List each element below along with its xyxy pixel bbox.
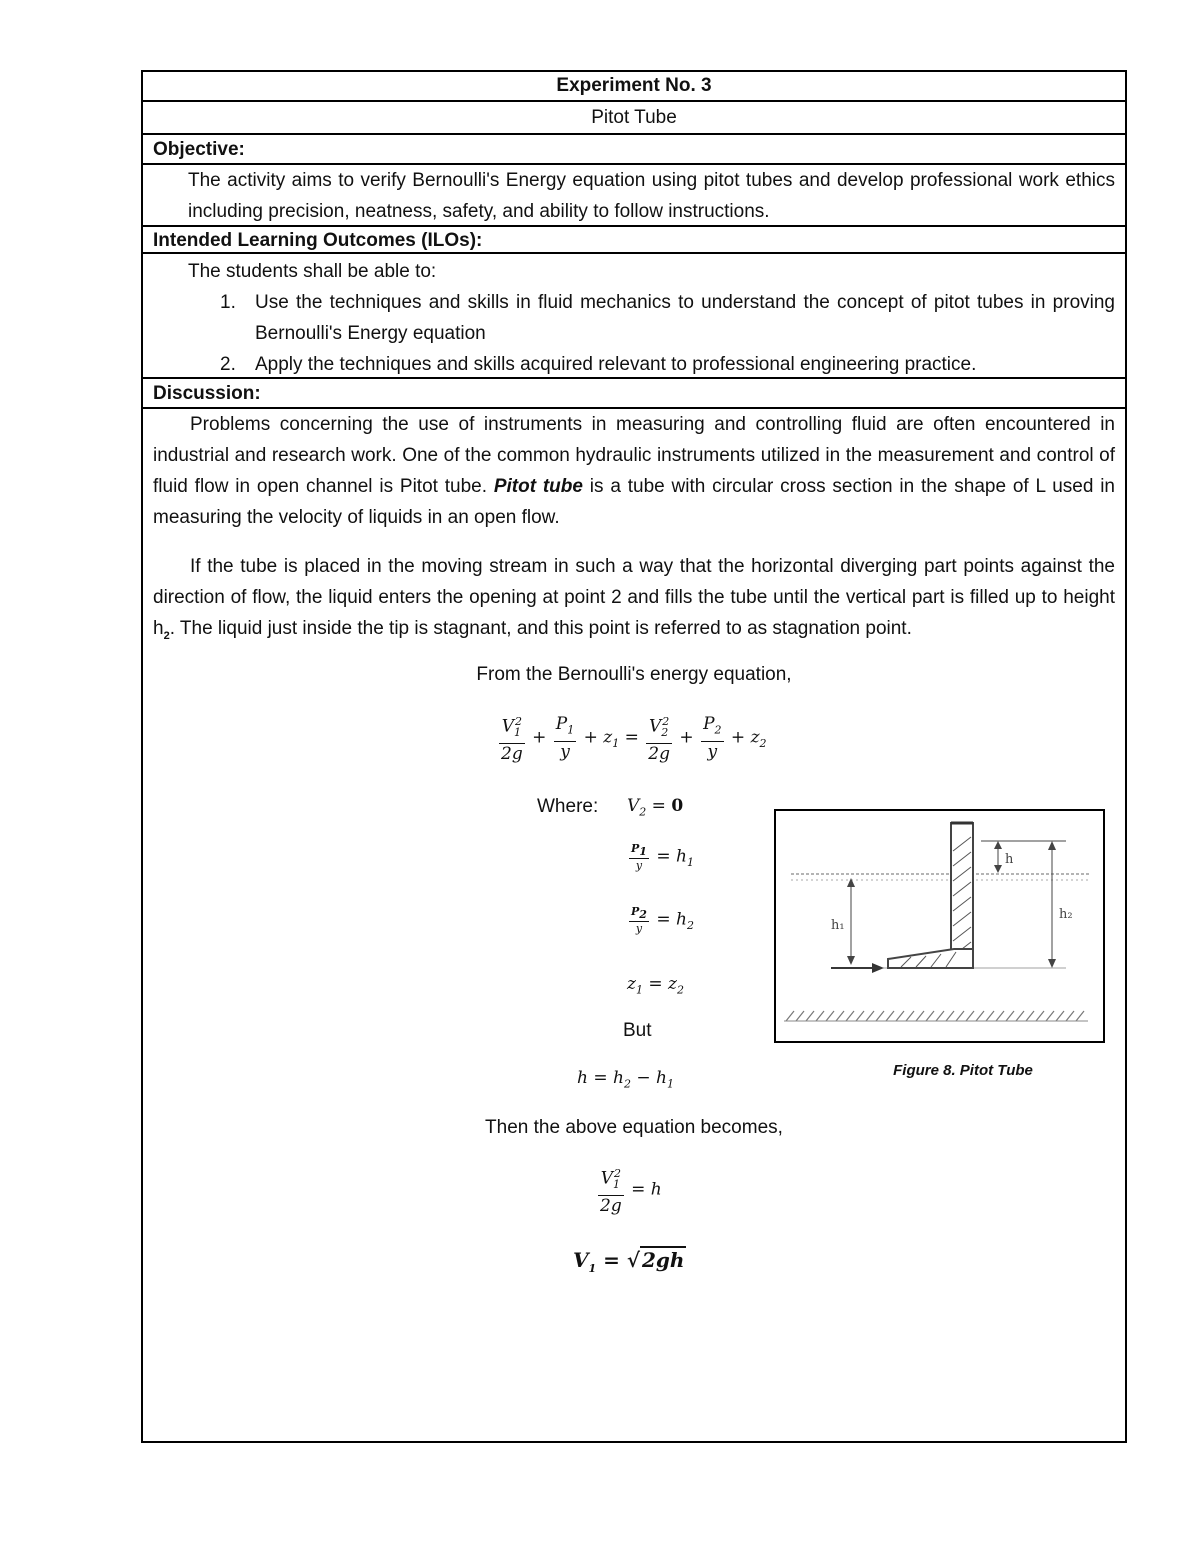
where-label: Where: <box>537 796 599 817</box>
velocity-head-equation: $\frac{V_1^2}{2g}$ = h <box>596 1164 662 1216</box>
ilo-item-number: 2. <box>220 354 236 375</box>
objective-text: The activity aims to verify Bernoulli's Energy equation using pitot tubes and develop professional work ethics including precision, neatness, safety, and ability to follow instructions. <box>143 163 1125 225</box>
experiment-sheet <box>141 70 1127 1443</box>
paragraph-text: If the tube is placed in the moving stream in such a way that the horizontal diverging part points against the direction of flow, the liquid enters the opening at point 2 and fills the tube until the vertical part is filled up to height h <box>153 556 1115 639</box>
ilo-body <box>143 252 1125 377</box>
bernoulli-equation: $\frac{V_1^2}{2g}$ + $\frac{P_1}{y}$ + $z_1$ = $\frac{V_2^2}{2g}$ + $\frac{P_2}{y}$ + $z_2$ <box>497 712 767 764</box>
ilo-list <box>188 287 1115 380</box>
ilo-item-number: 1. <box>220 292 236 313</box>
velocity-formula: $V_1$ = √ 2gh <box>573 1248 685 1275</box>
h1-label: h₁ <box>831 918 845 933</box>
pitot-tube-diagram <box>776 811 1103 1041</box>
pitot-tube-figure <box>774 809 1105 1043</box>
v2-equals-zero: $V_2 = 0$ <box>627 796 684 819</box>
paragraph-text: . The liquid just inside the tip is stagnant, and this point is referred to as stagnation point. <box>169 618 912 639</box>
p1-over-y-equation: $\frac{P_1}{y}$ = $h_1$ <box>631 842 694 873</box>
discussion-paragraph-1 <box>153 409 1115 533</box>
z1-equals-z2: $z_1 = z_2$ <box>627 974 684 997</box>
discussion-heading: Discussion: <box>143 377 1125 407</box>
paragraph-text: Problems concerning the use of instruments in measuring and controlling fluid are often encountered in industrial and research work. One of the common hydraulic instruments utilized in the measurement and control of fluid flow in open channel is Pitot tube. <box>153 414 1115 497</box>
experiment-title: Experiment No. 3 <box>556 75 712 96</box>
figure-caption: Figure 8. Pitot Tube <box>893 1062 1033 1079</box>
discussion-paragraph-2 <box>153 551 1115 652</box>
from-bernoulli-text: From the Bernoulli's energy equation, <box>476 664 792 685</box>
paragraph-text: is a tube with circular cross section in the shape of L used in measuring the velocity of liquids in an open flow. <box>153 476 1115 528</box>
then-text: Then the above equation becomes, <box>485 1117 783 1138</box>
experiment-subtitle: Pitot Tube <box>143 100 1125 133</box>
subscript: 2 <box>163 629 170 642</box>
ilo-intro: The students shall be able to: <box>188 261 437 282</box>
but-label: But <box>623 1020 652 1041</box>
p2-over-y-equation: $\frac{P_2}{y}$ = $h_2$ <box>631 905 694 936</box>
ilo-item-text: Apply the techniques and skills acquired relevant to professional engineering practice. <box>255 354 977 375</box>
h2-label: h₂ <box>1059 907 1073 922</box>
ilo-item-text: Use the techniques and skills in fluid mechanics to understand the concept of pitot tubes in proving Bernoulli's Energy equation <box>255 292 1115 344</box>
ilo-item <box>188 349 1115 380</box>
ilo-item <box>188 287 1115 349</box>
ilo-heading: Intended Learning Outcomes (ILOs): <box>143 225 1125 252</box>
h-label: h <box>1005 852 1014 867</box>
objective-heading: Objective: <box>143 133 1125 163</box>
pitot-tube-term: Pitot tube <box>493 476 583 497</box>
h-equation: $h = h_2 - h_1$ <box>577 1068 674 1091</box>
